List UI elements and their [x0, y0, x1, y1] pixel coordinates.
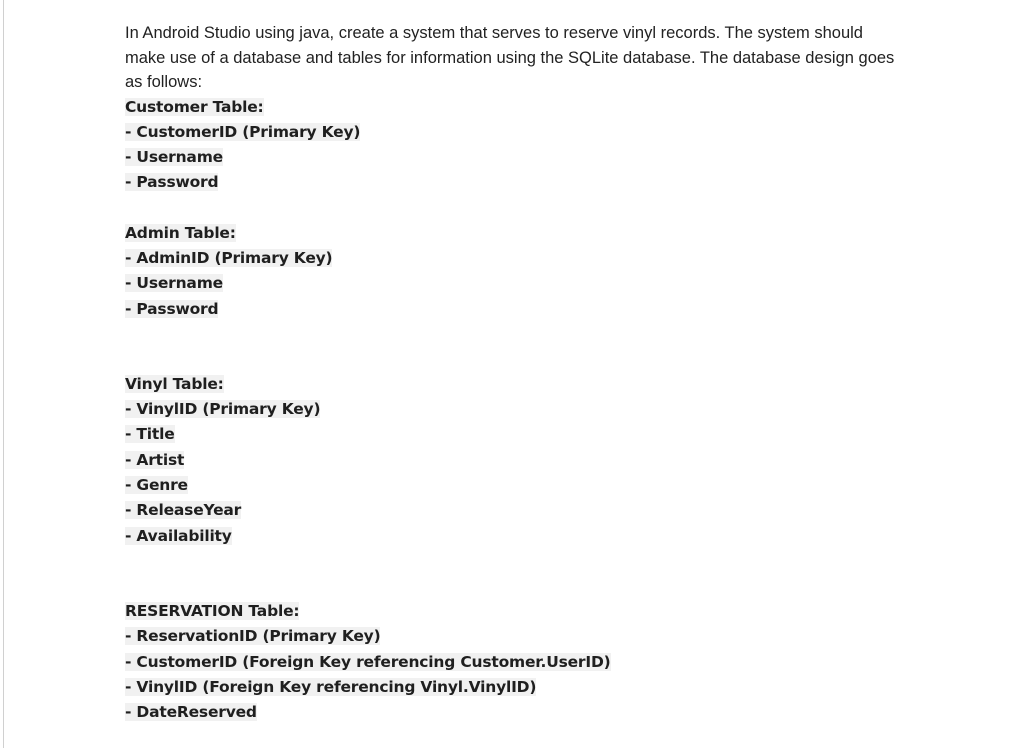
document-page [3, 0, 1020, 748]
customer-table-section [125, 95, 905, 196]
vinyl-field: - VinylID (Primary Key) [125, 400, 321, 419]
vinyl-field: - Artist [125, 450, 185, 469]
reservation-field: - ReservationID (Primary Key) [125, 627, 381, 646]
admin-field: - Username [125, 274, 223, 293]
admin-field: - AdminID (Primary Key) [125, 248, 333, 267]
customer-field: - CustomerID (Primary Key) [125, 122, 361, 141]
document-content [125, 21, 905, 725]
spacer [125, 322, 905, 372]
customer-table-heading: Customer Table: [125, 97, 264, 116]
reservation-table-heading: RESERVATION Table: [125, 601, 300, 620]
reservation-field: - DateReserved [125, 703, 257, 722]
vinyl-table-section [125, 372, 905, 549]
vinyl-field: - Title [125, 425, 175, 444]
intro-paragraph: In Android Studio using java, create a system that serves to reserve vinyl records. The system should make use of a database and tables for information using the SQLite database. The database design goes as follows: [125, 24, 895, 91]
vinyl-field: - Availability [125, 526, 232, 545]
admin-table-heading: Admin Table: [125, 223, 236, 242]
reservation-table-section [125, 599, 905, 725]
spacer [125, 196, 905, 221]
spacer [125, 549, 905, 599]
admin-field: - Password [125, 299, 219, 318]
vinyl-table-heading: Vinyl Table: [125, 374, 224, 393]
reservation-field: - VinylID (Foreign Key referencing Vinyl.VinylID) [125, 677, 537, 696]
admin-table-section [125, 221, 905, 322]
reservation-field: - CustomerID (Foreign Key referencing Customer.UserID) [125, 652, 611, 671]
customer-field: - Password [125, 173, 219, 192]
customer-field: - Username [125, 148, 223, 167]
vinyl-field: - ReleaseYear [125, 501, 242, 520]
vinyl-field: - Genre [125, 476, 188, 495]
